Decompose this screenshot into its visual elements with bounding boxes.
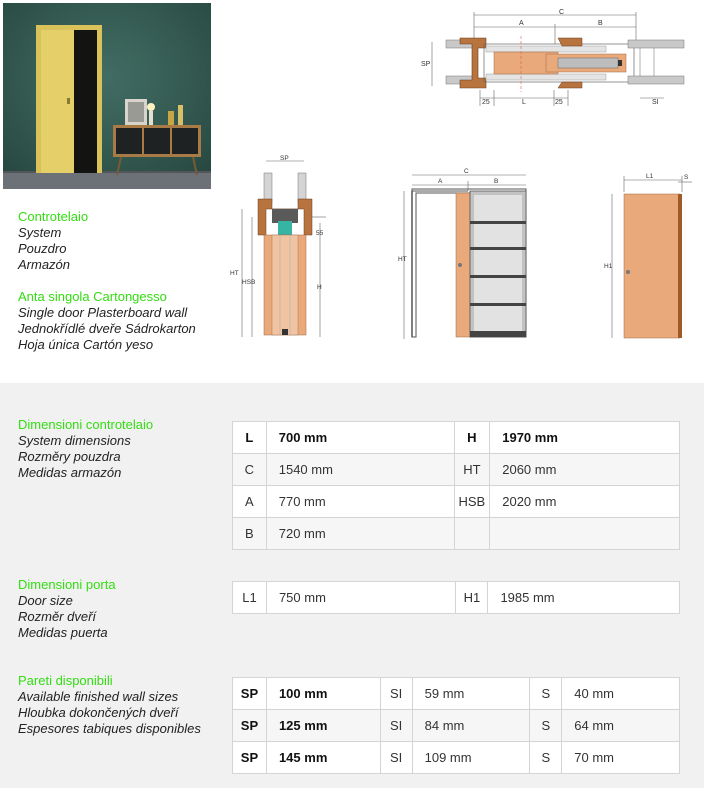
- table-row: [233, 678, 680, 710]
- table-cell: 40 mm: [562, 678, 680, 710]
- plan-label-sp: SP: [421, 61, 431, 68]
- frame-label-cz: Pouzdro: [18, 241, 67, 256]
- section-drawing: [228, 153, 332, 343]
- table-cell: SI: [380, 678, 412, 710]
- plan-label-c: C: [559, 9, 565, 16]
- plan-label-si: SI: [652, 99, 659, 106]
- table-cell: HSB: [454, 486, 490, 518]
- plan-label-l: L: [522, 99, 526, 106]
- product-photo: [3, 3, 211, 189]
- door-label-h1: H1: [604, 263, 613, 270]
- section-label-sp: SP: [280, 155, 289, 162]
- table-cell: 145 mm: [266, 742, 380, 774]
- door-size-label: [18, 577, 116, 641]
- system-dimensions-es: Medidas armazón: [18, 465, 122, 480]
- table-cell: C: [233, 454, 267, 486]
- walls-en: Available finished wall sizes: [18, 689, 179, 704]
- table-cell: 84 mm: [412, 710, 530, 742]
- plan-label-a: A: [519, 20, 524, 27]
- door-label-title: Anta singola Cartongesso: [18, 289, 167, 304]
- table-cell: 700 mm: [266, 422, 454, 454]
- table-cell: L1: [233, 582, 267, 614]
- door-label-cz: Jednokřídlé dveře Sádrokarton: [18, 321, 196, 336]
- system-dimensions-en: System dimensions: [18, 433, 131, 448]
- table-row: [233, 422, 680, 454]
- table-row: [233, 454, 680, 486]
- system-dimensions-table: [232, 421, 680, 550]
- table-row: [233, 486, 680, 518]
- table-cell: [454, 518, 490, 550]
- door-label-es: Hoja única Cartón yeso: [18, 337, 154, 352]
- section-label-hsb: HSB: [242, 279, 256, 286]
- table-cell: S: [530, 742, 562, 774]
- table-cell: 1540 mm: [266, 454, 454, 486]
- table-cell: 125 mm: [266, 710, 380, 742]
- door-size-es: Medidas puerta: [18, 625, 108, 640]
- frame-label: [18, 209, 88, 273]
- table-cell: 64 mm: [562, 710, 680, 742]
- table-cell: HT: [454, 454, 490, 486]
- frame-label-es: Armazón: [18, 257, 71, 272]
- table-cell: S: [530, 678, 562, 710]
- table-cell: S: [530, 710, 562, 742]
- elevation-label-a: A: [438, 178, 443, 185]
- table-cell: SI: [380, 710, 412, 742]
- elevation-label-ht: HT: [398, 256, 407, 263]
- door-leaf-drawing: [598, 168, 698, 344]
- door-size-en: Door size: [18, 593, 73, 608]
- door-size-title: Dimensioni porta: [18, 577, 116, 592]
- plan-label-b: B: [598, 20, 603, 27]
- plan-label-25a: 25: [482, 99, 490, 106]
- table-row: [233, 742, 680, 774]
- walls-table: [232, 677, 680, 774]
- table-cell: 109 mm: [412, 742, 530, 774]
- table-cell: SP: [233, 710, 267, 742]
- elevation-drawing: [396, 163, 532, 343]
- table-cell: 70 mm: [562, 742, 680, 774]
- table-cell: 1970 mm: [490, 422, 680, 454]
- table-row: [233, 710, 680, 742]
- table-cell: B: [233, 518, 267, 550]
- door-label-en: Single door Plasterboard wall: [18, 305, 188, 320]
- table-cell: 750 mm: [266, 582, 456, 614]
- table-cell: 2020 mm: [490, 486, 680, 518]
- table-cell: H1: [456, 582, 488, 614]
- door-label: [18, 289, 196, 353]
- table-cell: 2060 mm: [490, 454, 680, 486]
- table-cell: 1985 mm: [488, 582, 680, 614]
- walls-es: Espesores tabiques disponibles: [18, 721, 201, 736]
- table-cell: 100 mm: [266, 678, 380, 710]
- plan-label-25b: 25: [555, 99, 563, 106]
- table-cell: 720 mm: [266, 518, 454, 550]
- door-size-table: [232, 581, 680, 614]
- table-cell: SP: [233, 678, 267, 710]
- walls-cz: Hloubka dokončených dveří: [18, 705, 179, 720]
- table-cell: 770 mm: [266, 486, 454, 518]
- door-size-cz: Rozměr dveří: [18, 609, 97, 624]
- section-label-ht: HT: [230, 270, 239, 277]
- frame-label-en: System: [18, 225, 62, 240]
- table-cell: [490, 518, 680, 550]
- walls-label: [18, 673, 201, 737]
- door-label-l1: L1: [646, 173, 654, 180]
- elevation-label-c: C: [464, 168, 469, 175]
- elevation-label-b: B: [494, 178, 499, 185]
- section-label-55: 55: [316, 230, 324, 237]
- frame-label-title: Controtelaio: [18, 209, 89, 224]
- system-dimensions-label: [18, 417, 153, 481]
- room-photo-illustration: [3, 3, 211, 189]
- table-cell: SP: [233, 742, 267, 774]
- section-label-h: H: [317, 284, 322, 291]
- table-cell: H: [454, 422, 490, 454]
- walls-title: Pareti disponibili: [18, 673, 113, 688]
- table-cell: A: [233, 486, 267, 518]
- table-cell: SI: [380, 742, 412, 774]
- door-label-s: S: [684, 174, 689, 181]
- table-cell: 59 mm: [412, 678, 530, 710]
- system-dimensions-cz: Rozměry pouzdra: [18, 449, 121, 464]
- plan-view-drawing: [418, 6, 692, 110]
- table-cell: L: [233, 422, 267, 454]
- table-row: [233, 582, 680, 614]
- system-dimensions-title: Dimensioni controtelaio: [18, 417, 154, 432]
- table-row: [233, 518, 680, 550]
